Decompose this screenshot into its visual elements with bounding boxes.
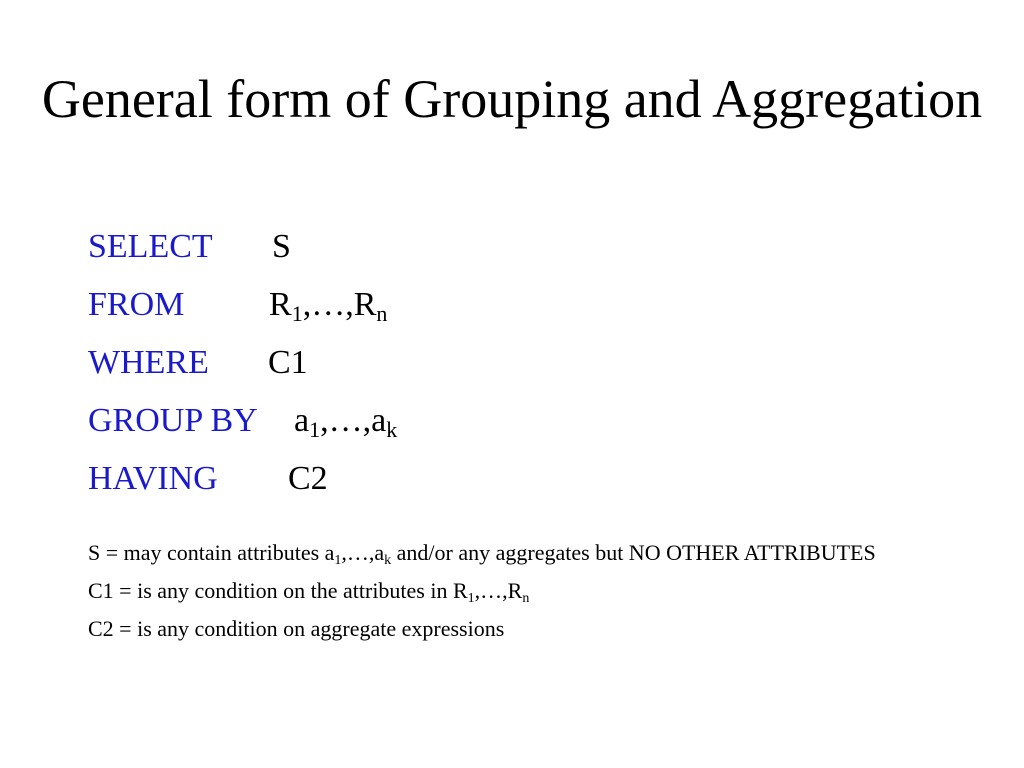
where-keyword: WHERE (88, 344, 209, 381)
group-by-keyword: GROUP BY (88, 402, 258, 439)
note-c1: C1 = is any condition on the attributes in $R_1,\dots,R_n$ (88, 578, 530, 606)
having-argument: C2 (288, 460, 328, 497)
where-argument: C1 (268, 344, 308, 381)
having-keyword: HAVING (88, 460, 218, 497)
slide-title: General form of Grouping and Aggregation (41, 69, 983, 129)
group-by-argument: $a_1,\dots,a_k$ (294, 402, 398, 442)
notes-list (88, 538, 948, 652)
note-s: S = may contain attributes $a_1,\dots,a_k$ and/or any aggregates but NO OTHER ATTRIBUTES (88, 540, 876, 568)
from-keyword: FROM (88, 286, 185, 323)
note-c2: C2 = is any condition on aggregate expressions (88, 616, 505, 641)
select-keyword: SELECT (88, 228, 213, 265)
from-argument: $R_1,\dots,R_n$ (269, 286, 388, 326)
select-argument: S (272, 228, 291, 265)
